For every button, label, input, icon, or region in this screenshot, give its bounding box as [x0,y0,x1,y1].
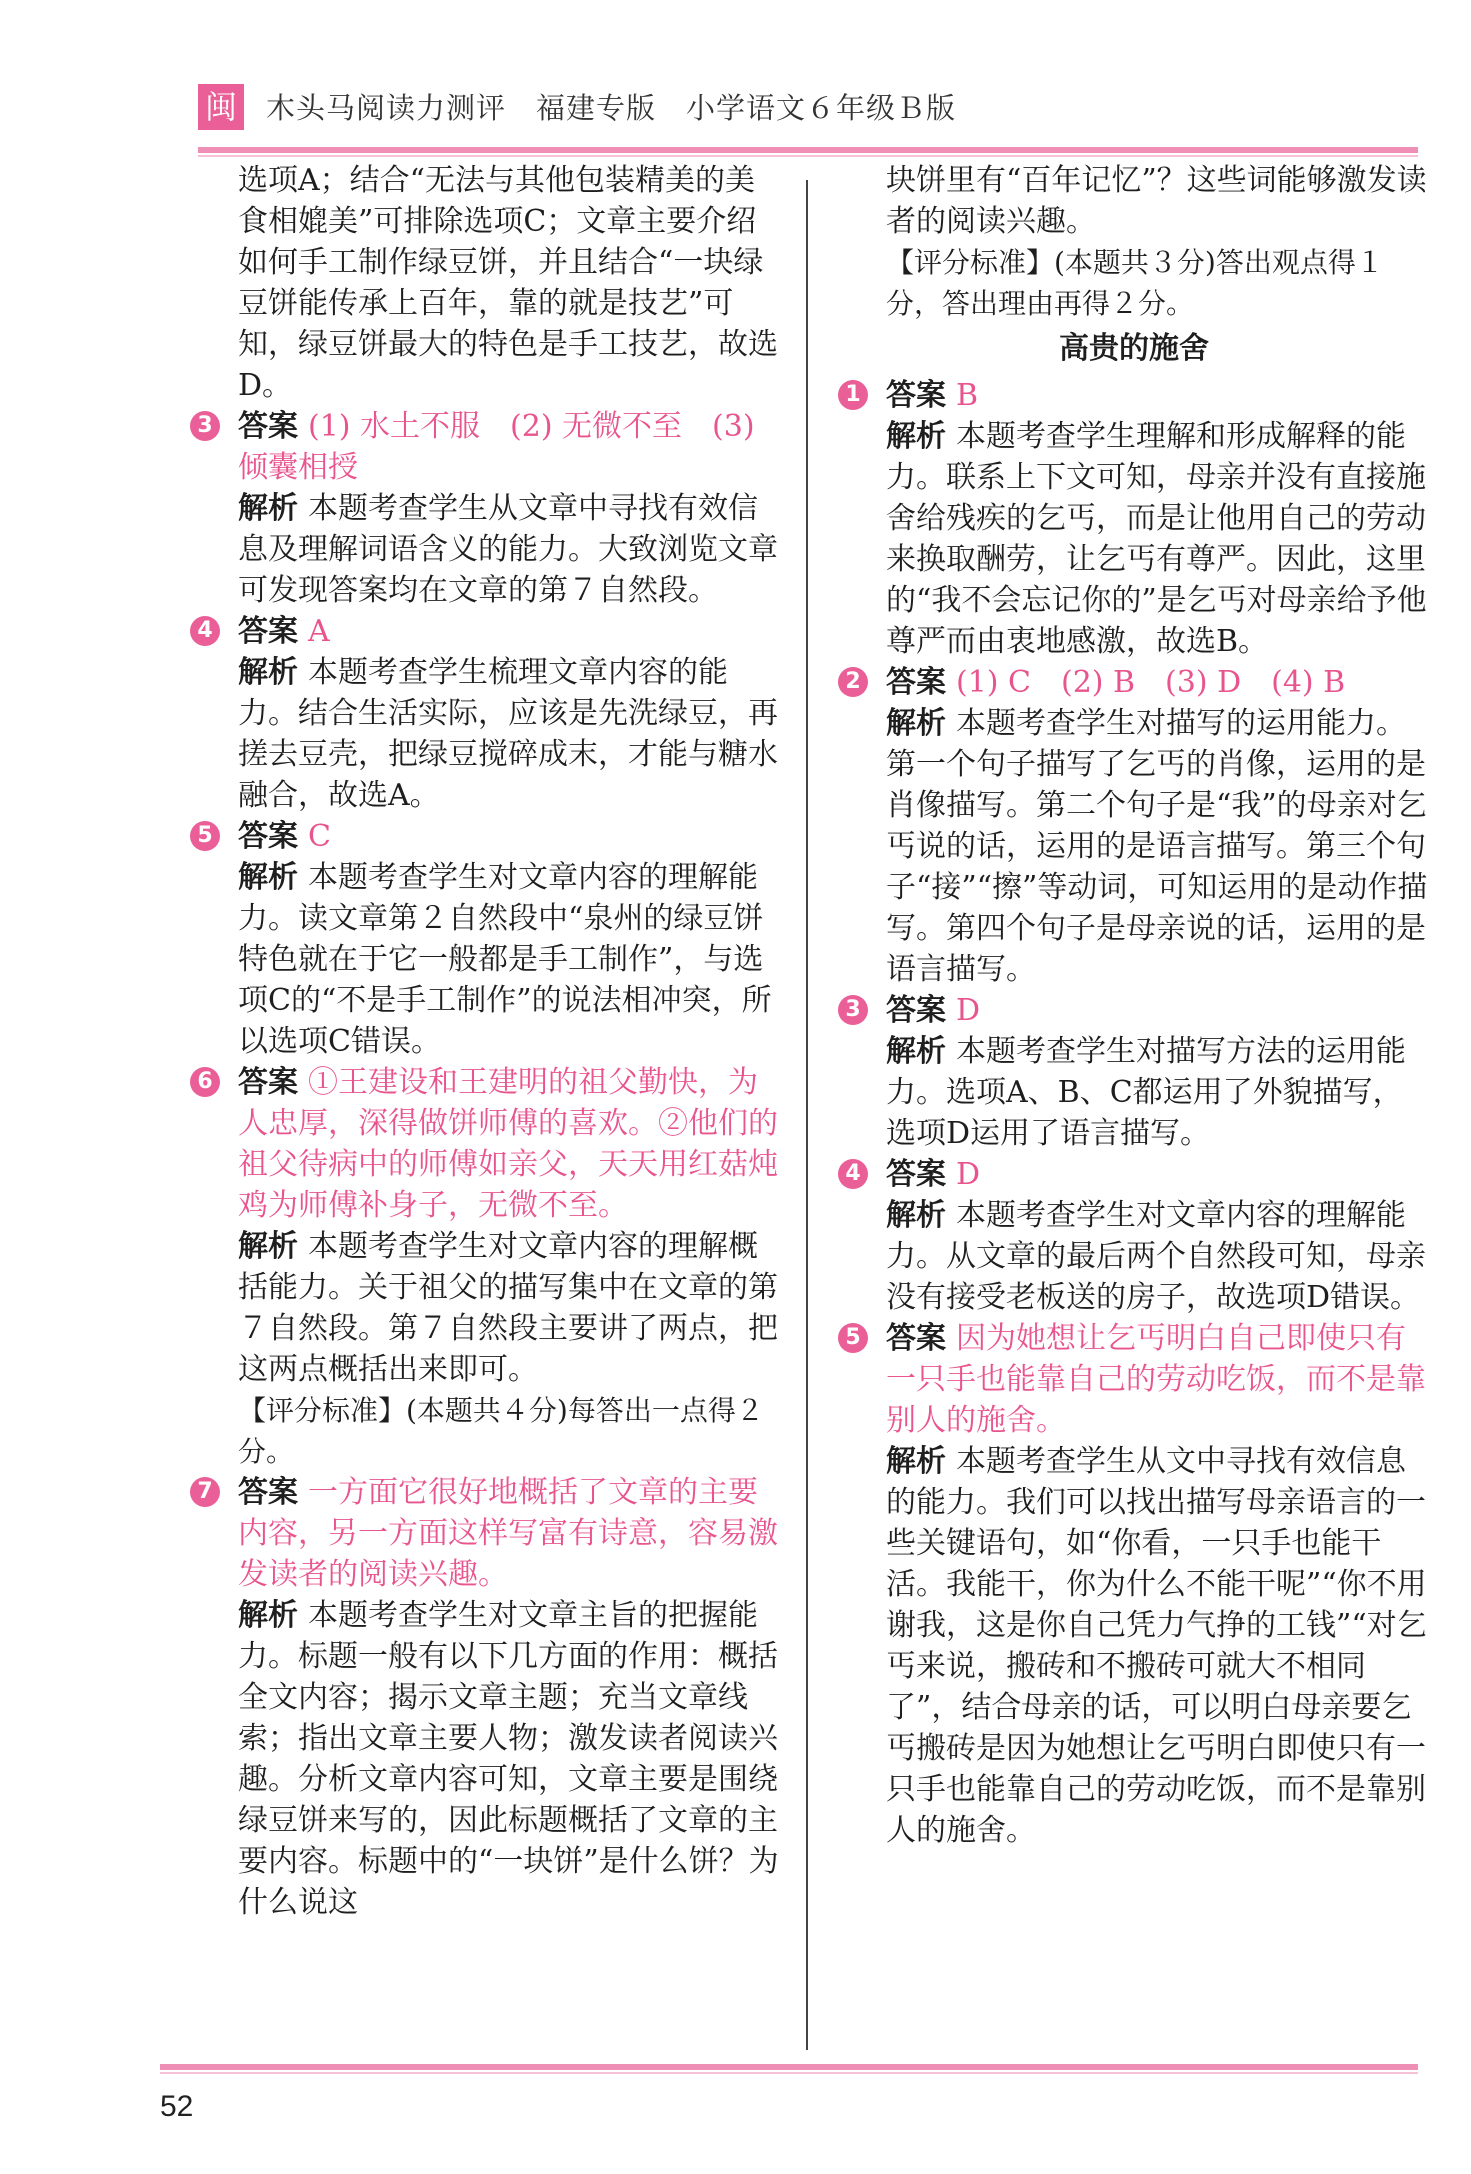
right-column [838,160,1430,1851]
question-number-badge: 6 [190,1067,220,1097]
analysis-text: 本题考查学生理解和形成解释的能力。联系上下文可知，母亲并没有直接施舍给残疾的乞丐，而是让他用自己的劳动来换取酬劳，让乞丐有尊严。因此，这里的“我不会忘记你的”是乞丐对母亲给予他尊严而由衷地感激，故选B。 [886,419,1427,659]
analysis-label: 解析 [238,1598,298,1633]
scoring-standard: 【评分标准】(本题共３分)答出观点得１分，答出理由再得２分。 [886,246,1384,320]
question-number-badge: 3 [838,995,868,1025]
answer-text: (1) 水土不服 (2) 无微不至 (3) 倾囊相授 [238,409,755,485]
page-number: 52 [160,2090,194,2123]
analysis-label: 解析 [886,419,946,454]
footer-rule [160,2064,1418,2070]
answer-label: 答案 [886,378,946,413]
analysis-text: 本题考查学生对描写的运用能力。第一个句子描写了乞丐的肖像，运用的是肖像描写。第二个句子是“我”的母亲对乞丐说的话，运用的是语言描写。第三个句子“接”“擦”等动词，可知运用的是动作描写。第四个句子是母亲说的话，运用的是语言描写。 [886,706,1428,987]
answer-item-6 [190,1062,780,1472]
book-title: 木头马阅读力测评 福建专版 小学语文６年级Ｂ版 [266,91,957,125]
answer-text: (1) C (2) B (3) D (4) B [956,665,1346,700]
answer-label: 答案 [238,1475,298,1510]
footer-rule-thin [160,2072,1418,2074]
answer-item-1 [838,375,1430,662]
answer-text: 因为她想让乞丐明白自己即使只有一只手也能靠自己的劳动吃饭，而不是靠别人的施舍。 [886,1321,1426,1438]
column-divider [806,180,808,2050]
answer-label: 答案 [886,665,946,700]
question-number-badge: 5 [190,821,220,851]
scoring-standard: 【评分标准】(本题共４分)每答出一点得２分。 [238,1394,764,1468]
question-number-badge: 2 [838,667,868,697]
header-rule [198,147,1418,153]
analysis-label: 解析 [238,491,298,526]
question-number-badge: 4 [838,1159,868,1189]
answer-item-4 [190,611,780,816]
answer-item-5 [838,1318,1430,1851]
analysis-label: 解析 [238,655,298,690]
analysis-label: 解析 [886,1198,946,1233]
answer-item-7 [190,1472,780,1923]
answer-label: 答案 [886,1321,946,1356]
analysis-text: 本题考查学生对文章主旨的把握能力。标题一般有以下几方面的作用：概括全文内容；揭示文章主题；充当文章线索；指出文章主要人物；激发读者阅读兴趣。分析文章内容可知，文章主要是围绕绿豆饼来写的，因此标题概括了文章的主要内容。标题中的“一块饼”是什么饼？为什么说这 [238,1598,779,1920]
answer-text: A [308,614,330,649]
answer-label: 答案 [238,819,298,854]
analysis-text: 本题考查学生对文章内容的理解能力。读文章第２自然段中“泉州的绿豆饼特色就在于它一般都是手工制作”，与选项C的“不是手工制作”的说法相冲突，所以选项C错误。 [238,860,772,1059]
answer-text: C [308,819,331,854]
answer-item-3 [838,990,1430,1154]
answer-text: B [956,378,979,413]
answer-label: 答案 [238,614,298,649]
analysis-text: 本题考查学生对文章内容的理解能力。从文章的最后两个自然段可知，母亲没有接受老板送的房子，故选项D错误。 [886,1198,1426,1315]
analysis-label: 解析 [886,706,946,741]
analysis-text: 本题考查学生从文中寻找有效信息的能力。我们可以找出描写母亲语言的一些关键语句，如“你看，一只手也能干活。我能干，你为什么不能干呢”“你不用谢我，这是你自己凭力气挣的工钱”“对乞丐来说，搬砖和不搬砖可就大不相同了”，结合母亲的话，可以明白母亲要乞丐搬砖是因为她想让乞丐明白即使只有一只手也能靠自己的劳动吃饭，而不是靠别人的施舍。 [886,1444,1427,1848]
analysis-text: 本题考查学生从文章中寻找有效信息及理解词语含义的能力。大致浏览文章可发现答案均在文章的第７自然段。 [238,491,778,608]
answer-item-4 [838,1154,1430,1318]
answer-label: 答案 [238,1065,298,1100]
header-rule-thin [198,155,1418,157]
answer-label: 答案 [238,409,298,444]
question-number-badge: 3 [190,411,220,441]
answer-item-5 [190,816,780,1062]
answer-label: 答案 [886,993,946,1028]
answer-label: 答案 [886,1157,946,1192]
answer-text: D [956,1157,981,1192]
page-header [198,84,1418,136]
question-number-badge: 5 [838,1323,868,1353]
question-number-badge: 1 [838,380,868,410]
left-column [190,160,780,1923]
analysis-text: 本题考查学生梳理文章内容的能力。结合生活实际，应该是先洗绿豆，再搓去豆壳，把绿豆搅碎成末，才能与糖水融合，故选A。 [238,655,778,813]
question-number-badge: 4 [190,616,220,646]
analysis-label: 解析 [238,1229,298,1264]
analysis-label: 解析 [886,1034,946,1069]
continued-analysis: 块饼里有“百年记忆”？这些词能够激发读者的阅读兴趣。 [886,163,1427,239]
answer-text: D [956,993,981,1028]
analysis-text: 本题考查学生对描写方法的运用能力。选项A、B、C都运用了外貌描写，选项D运用了语言描写。 [886,1034,1406,1151]
fujian-logo: 闽 [198,84,244,130]
analysis-label: 解析 [886,1444,946,1479]
question-number-badge: 7 [190,1477,220,1507]
answer-item-2 [838,662,1430,990]
analysis-label: 解析 [238,860,298,895]
section-title: 高贵的施舍 [1059,331,1209,366]
answer-item-3 [190,406,780,611]
answer-text: 一方面它很好地概括了文章的主要内容，另一方面这样写富有诗意，容易激发读者的阅读兴趣。 [238,1475,778,1592]
analysis-text: 本题考查学生对文章内容的理解概括能力。关于祖父的描写集中在文章的第７自然段。第７自然段主要讲了两点，把这两点概括出来即可。 [238,1229,778,1387]
continued-analysis: 选项A；结合“无法与其他包装精美的美食相媲美”可排除选项C；文章主要介绍如何手工制作绿豆饼，并且结合“一块绿豆饼能传承上百年，靠的就是技艺”可知，绿豆饼最大的特色是手工技艺，故选D。 [238,163,778,403]
answer-text: ①王建设和王建明的祖父勤快，为人忠厚，深得做饼师傅的喜欢。②他们的祖父待病中的师傅如亲父，天天用红菇炖鸡为师傅补身子，无微不至。 [238,1065,778,1223]
